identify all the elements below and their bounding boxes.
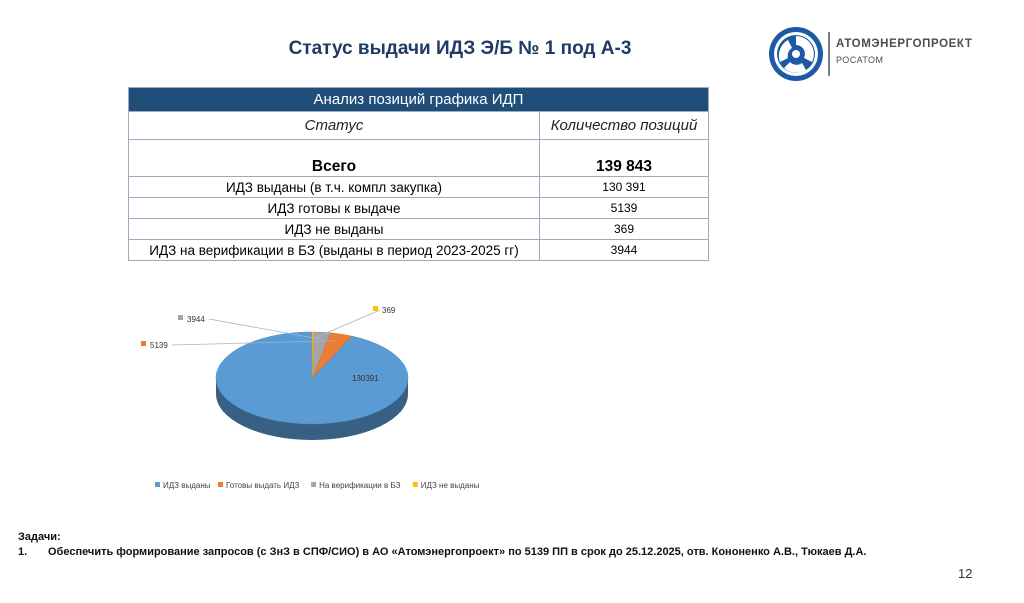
row-label: ИДЗ выданы (в т.ч. компл закупка) bbox=[129, 177, 540, 198]
data-label-marker bbox=[178, 315, 183, 320]
page-number: 12 bbox=[958, 566, 973, 581]
data-label-marker bbox=[141, 341, 146, 346]
row-value: 5139 bbox=[540, 198, 709, 219]
column-header-count: Количество позиций bbox=[540, 112, 709, 140]
data-label-marker bbox=[373, 306, 378, 311]
table-row bbox=[129, 219, 709, 240]
table-row bbox=[129, 177, 709, 198]
table-row bbox=[129, 140, 709, 177]
row-value: 369 bbox=[540, 219, 709, 240]
logo-sub: РОСАТОМ bbox=[836, 55, 884, 65]
logo-divider bbox=[828, 32, 830, 76]
column-header-status: Статус bbox=[129, 112, 540, 140]
row-value: 130 391 bbox=[540, 177, 709, 198]
row-value: 139 843 bbox=[540, 140, 709, 177]
table-row bbox=[129, 240, 709, 261]
row-label: ИДЗ готовы к выдаче bbox=[129, 198, 540, 219]
legend-marker bbox=[413, 482, 418, 487]
data-label: 369 bbox=[382, 306, 396, 315]
data-label-marker bbox=[343, 374, 348, 379]
row-label: Всего bbox=[129, 140, 540, 177]
legend-marker bbox=[155, 482, 160, 487]
company-logo bbox=[766, 22, 996, 86]
legend-entry: Готовы выдать ИДЗ bbox=[226, 481, 300, 490]
legend-marker bbox=[218, 482, 223, 487]
rosatom-emblem-icon bbox=[766, 22, 826, 86]
tasks-heading: Задачи: bbox=[18, 531, 61, 543]
leader-line bbox=[313, 310, 380, 339]
row-value: 3944 bbox=[540, 240, 709, 261]
slide-title: Статус выдачи ИДЗ Э/Б № 1 под А-3 bbox=[288, 38, 632, 59]
row-label: ИДЗ на верификации в БЗ (выданы в период 2023-2025 гг) bbox=[129, 240, 540, 261]
legend-entry: На верификации в БЗ bbox=[319, 481, 401, 490]
analysis-table bbox=[128, 87, 709, 261]
task-number: 1. bbox=[18, 546, 28, 558]
data-label: 3944 bbox=[187, 315, 205, 324]
task-text: Обеспечить формирование запросов (с ЗнЗ в СПФ/СИО) в АО «Атомэнергопроект» по 5139 ПП в срок до 25.12.2025, отв. Кононенко А.В., Тюкаев Д.А. bbox=[48, 546, 867, 558]
row-label: ИДЗ не выданы bbox=[129, 219, 540, 240]
leader-line bbox=[209, 319, 321, 339]
data-label: 130391 bbox=[352, 374, 379, 383]
legend-marker bbox=[311, 482, 316, 487]
table-header: Анализ позиций графика ИДП bbox=[129, 88, 709, 112]
logo-name: АТОМЭНЕРГОПРОЕКТ bbox=[836, 38, 973, 50]
table-row bbox=[129, 198, 709, 219]
legend-entry: ИДЗ выданы bbox=[163, 481, 211, 490]
pie-chart bbox=[100, 295, 540, 505]
legend-entry: ИДЗ не выданы bbox=[420, 481, 480, 490]
data-label: 5139 bbox=[150, 341, 168, 350]
